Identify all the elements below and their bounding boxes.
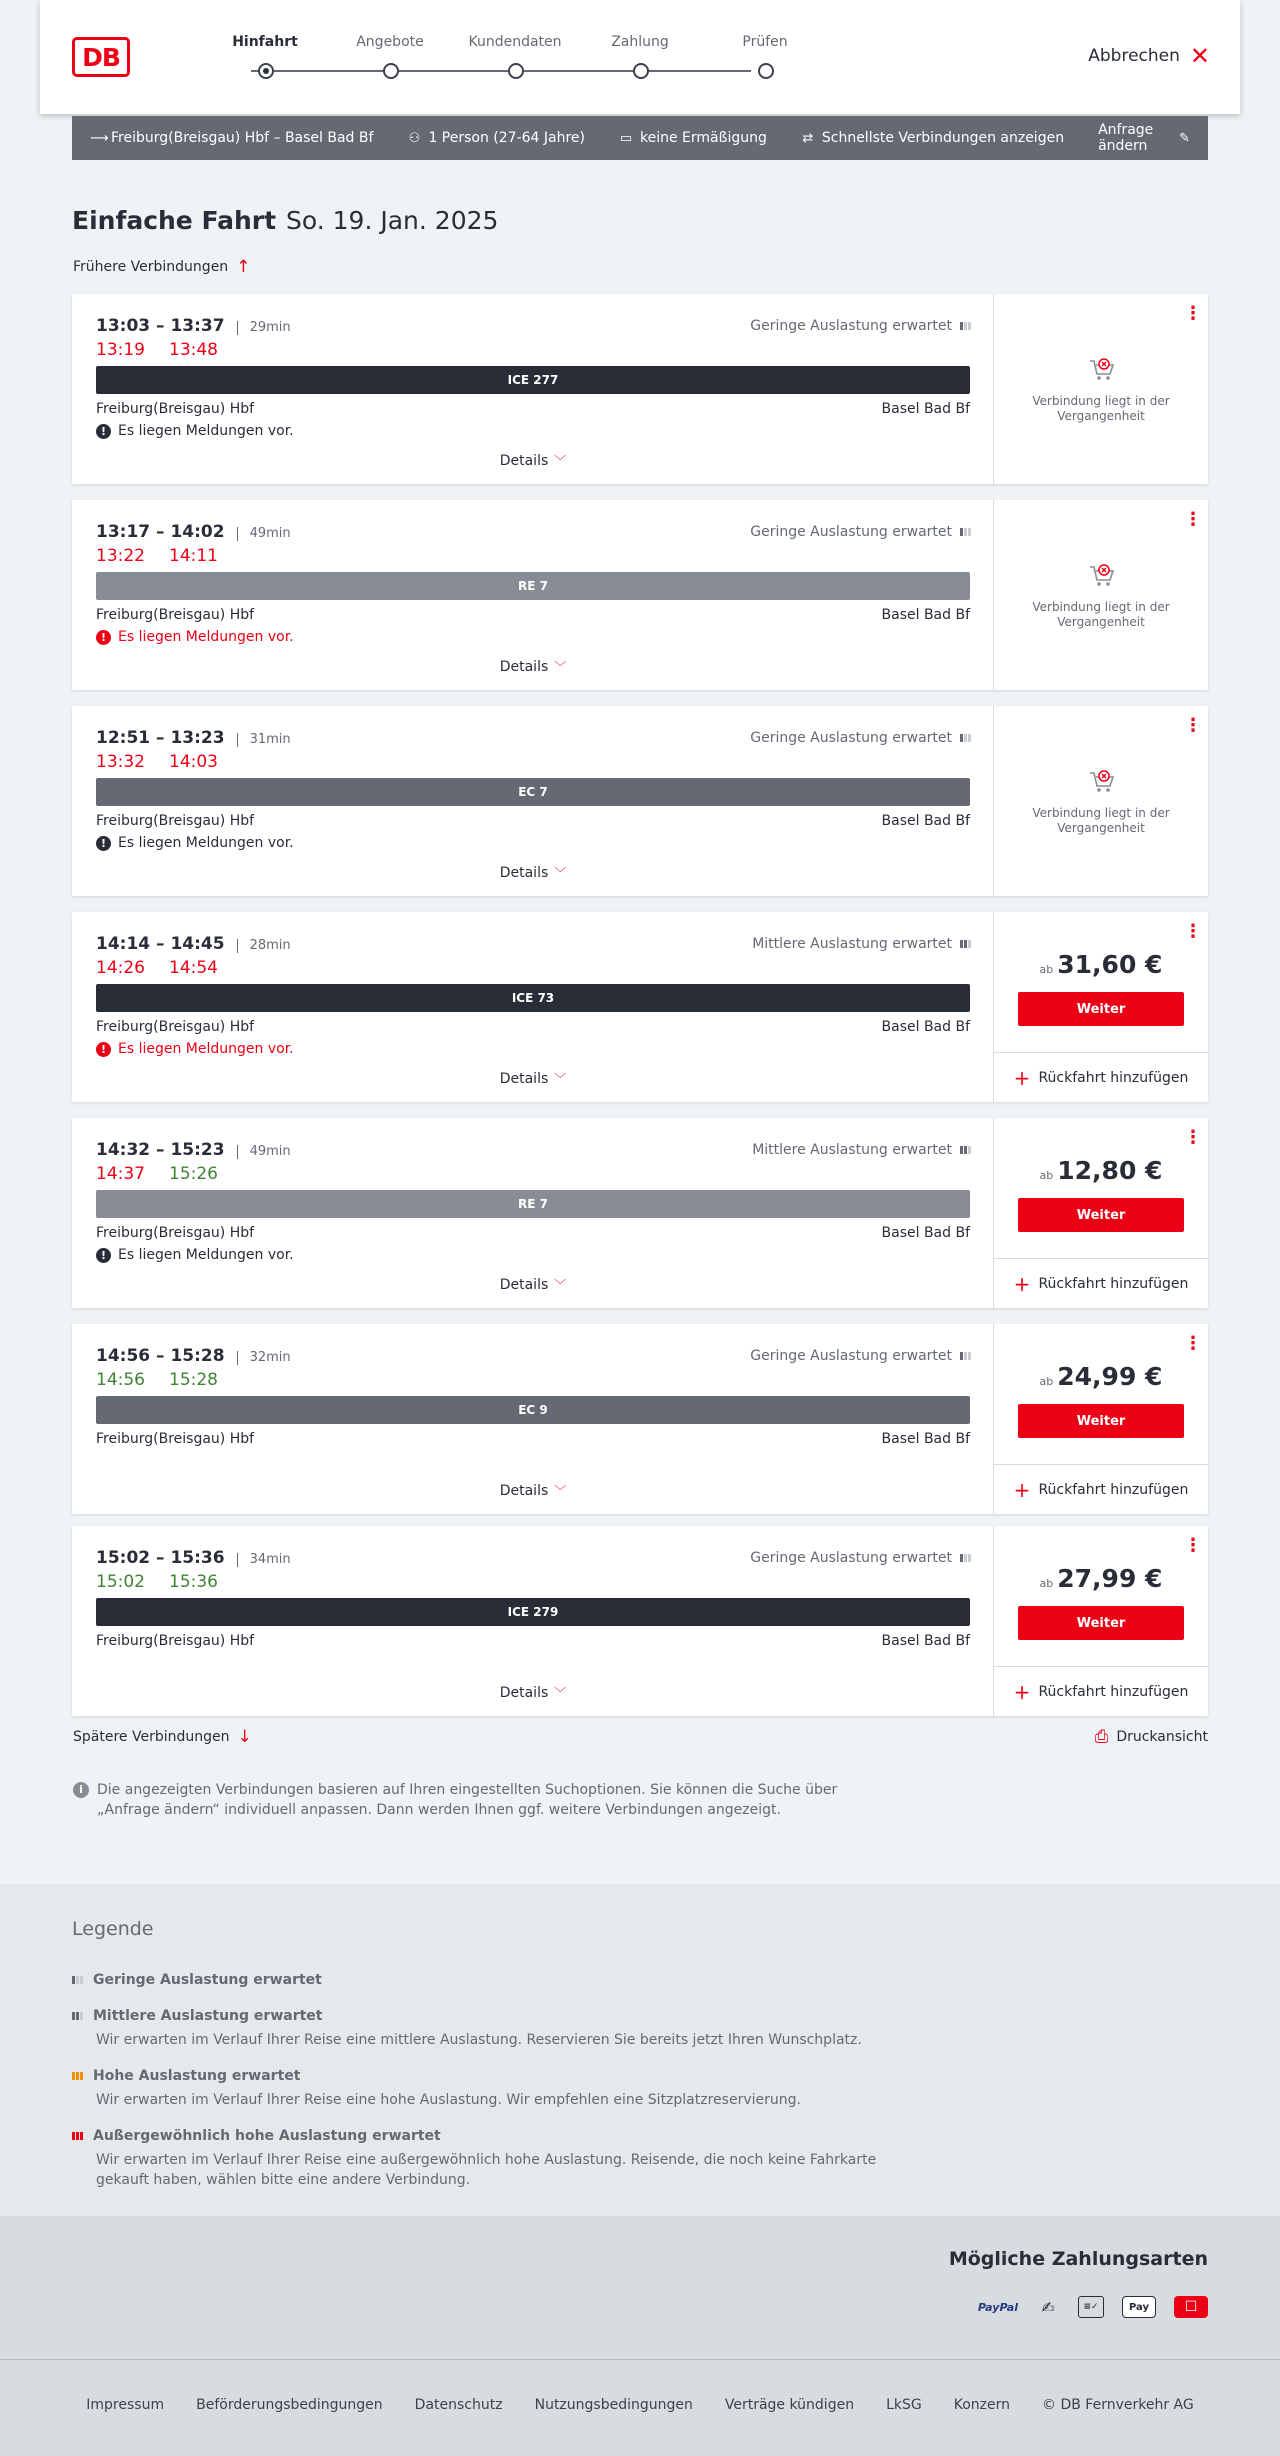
chevron-down-icon: ﹀ [554,454,567,468]
legend-item-high [72,2068,892,2110]
realtime-arrival: 15:36 [169,1572,218,1592]
duration: 29min [237,321,291,335]
connection-offer [994,1118,1208,1308]
step-pruefen [710,34,820,54]
price-prefix: ab [1039,1169,1054,1182]
progress-stepper [210,34,788,84]
cancel-button[interactable] [1088,42,1210,70]
stations-row [96,1225,970,1241]
return-label: Rückfahrt hinzufügen [1038,1481,1189,1498]
realtime-times [96,1370,218,1390]
occupancy-text: Geringe Auslastung erwartet [750,318,952,334]
alert-icon: ! [96,836,111,851]
occupancy-icon [960,940,971,948]
departure-station: Freiburg(Breisgau) Hbf [96,1225,255,1241]
summary-fastest[interactable] [801,130,1064,146]
price-value: 27,99 € [1057,1564,1163,1593]
payment-section [0,2216,1280,2360]
cart-unavailable-icon [1087,768,1115,796]
footer-link[interactable]: Konzern [953,2397,1011,2413]
cancel-label: Abbrechen [1088,46,1180,66]
details-label: Details [499,1483,549,1499]
scheduled-time: 14:56 – 15:28 [96,1346,225,1366]
train-bar[interactable]: ICE 277 [96,366,970,394]
connection-card[interactable] [72,1118,1208,1308]
cart-unavailable-icon [1087,562,1115,590]
connection-times [96,1346,291,1366]
past-text: Verbindung liegt in der Vergangenheit [1032,600,1170,629]
arrival-station: Basel Bad Bf [881,1431,970,1447]
connection-offer [994,1526,1208,1716]
earlier-label: Frühere Verbindungen [73,259,229,275]
price-prefix: ab [1039,1375,1054,1388]
past-connection-info [994,562,1208,630]
train-bar[interactable]: RE 7 [96,572,970,600]
notice-text: Es liegen Meldungen vor. [118,423,294,439]
cart-unavailable-icon [1087,356,1115,384]
connection-main [72,912,994,1102]
legend-item-very-high [72,2128,892,2190]
connection-offer [994,912,1208,1102]
chevron-down-icon: ﹀ [554,866,567,880]
info-text: Die angezeigten Verbindungen basieren auf Ihren eingestellten Suchoptionen. Sie können die Suche über „Anfrage ändern“ individuell anpassen. Dann werden Ihnen ggf. weitere Verbindungen angezeigt. [97,1782,838,1818]
continue-button[interactable]: Weiter [1018,1198,1184,1232]
stepper-line [251,70,751,72]
realtime-times [96,752,218,772]
scheduled-time: 14:14 – 14:45 [96,934,225,954]
notice-text: Es liegen Meldungen vor. [118,1247,294,1263]
realtime-departure: 13:19 [96,340,145,360]
summary-persons [407,130,585,146]
route-text: Freiburg(Breisgau) Hbf – Basel Bad Bf [111,130,374,146]
connection-main [72,1324,994,1514]
departure-station: Freiburg(Breisgau) Hbf [96,401,255,417]
more-options-icon[interactable]: ⋮ [1184,1127,1202,1148]
departure-station: Freiburg(Breisgau) Hbf [96,1431,255,1447]
price-value: 31,60 € [1057,950,1163,979]
legend-item-desc: Wir erwarten im Verlauf Ihrer Reise eine außergewöhnlich hohe Auslastung. Reisende, die noch keine Fahrkarte gekauft haben, wählen bitte eine andere Verbindung. [96,2152,877,2188]
return-label: Rückfahrt hinzufügen [1038,1683,1189,1700]
connection-main [72,706,994,896]
return-label: Rückfahrt hinzufügen [1038,1069,1189,1086]
occupancy-text: Geringe Auslastung erwartet [750,524,952,540]
legend-section [0,1884,1280,2216]
add-return-button[interactable] [994,1666,1208,1716]
arrow-down-icon: ↓ [237,1727,252,1747]
occupancy-icon [960,1352,971,1360]
high-occupancy-icon [72,2072,83,2080]
plus-icon: + [1013,1477,1031,1502]
medium-occupancy-icon [72,2012,83,2020]
chevron-down-icon: ﹀ [554,1278,567,1292]
stations-row [96,1019,970,1035]
add-return-button[interactable] [994,1464,1208,1514]
stations-row [96,401,970,417]
low-occupancy-icon [72,1976,83,1984]
print-view-link[interactable] [1095,1727,1208,1747]
occupancy-text: Geringe Auslastung erwartet [750,1550,952,1566]
connection-times [96,1140,291,1160]
return-label: Rückfahrt hinzufügen [1038,1275,1189,1292]
notice [96,1041,294,1057]
price [994,1362,1208,1391]
notice-text: Es liegen Meldungen vor. [118,835,294,851]
occupancy-icon [960,322,971,330]
connection-times [96,522,291,542]
realtime-departure: 13:32 [96,752,145,772]
arrival-station: Basel Bad Bf [881,813,970,829]
realtime-departure: 14:37 [96,1164,145,1184]
scheduled-time: 14:32 – 15:23 [96,1140,225,1160]
connection-main [72,1118,994,1308]
occupancy-icon [960,1146,971,1154]
info-icon: i [73,1782,89,1798]
step-dot [633,63,649,79]
departure-station: Freiburg(Breisgau) Hbf [96,813,255,829]
persons-text: 1 Person (27-64 Jahre) [428,130,585,146]
edit-label: Anfrage ändern [1098,122,1154,154]
duration: 49min [237,1145,291,1159]
step-label: Zahlung [611,34,669,50]
arrival-station: Basel Bad Bf [881,401,970,417]
alert-icon: ! [96,1248,111,1263]
occupancy-info [750,1348,971,1364]
notice [96,835,294,851]
occupancy-text: Mittlere Auslastung erwartet [752,936,952,952]
step-dot [383,63,399,79]
realtime-arrival: 14:11 [169,546,218,566]
connection-times [96,316,291,336]
step-angebote [335,34,445,54]
connection-card[interactable] [72,500,1208,690]
details-label: Details [499,453,549,469]
connection-card[interactable] [72,706,1208,896]
pencil-icon: ✎ [1179,130,1190,146]
db-logo[interactable]: DB [72,37,130,77]
legend-item-medium [72,2008,892,2050]
connection-card[interactable] [72,1526,1208,1716]
arrival-station: Basel Bad Bf [881,1019,970,1035]
chevron-down-icon: ﹀ [554,660,567,674]
plus-icon: + [1013,1271,1031,1296]
db-card-logo: ☐ [1174,2296,1208,2318]
add-return-button[interactable] [994,1258,1208,1308]
price-prefix: ab [1039,1577,1054,1590]
more-options-icon[interactable]: ⋮ [1184,1535,1202,1556]
step-label: Angebote [356,34,424,50]
legend-item-title-row [72,2068,892,2084]
connection-offer [994,294,1208,484]
occupancy-icon [960,528,971,536]
legend-item-title-row [72,2008,892,2024]
edit-request-button[interactable] [1098,122,1190,154]
connection-card[interactable] [72,1324,1208,1514]
notice [96,1247,294,1263]
details-toggle[interactable] [72,1482,994,1499]
details-toggle[interactable] [72,1684,994,1701]
legend-item-title: Mittlere Auslastung erwartet [93,2008,323,2024]
footer-link[interactable]: Datenschutz [414,2397,503,2413]
invoice-icon: ≡✓ [1078,2296,1104,2318]
realtime-arrival: 15:26 [169,1164,218,1184]
train-bar[interactable]: EC 9 [96,1396,970,1424]
stations-row [96,607,970,623]
notice-text: Es liegen Meldungen vor. [118,1041,294,1057]
connection-offer [994,500,1208,690]
duration: 49min [237,527,291,541]
more-options-icon[interactable]: ⋮ [1184,921,1202,942]
very-high-occupancy-icon [72,2132,83,2140]
connection-times [96,728,291,748]
footer-link[interactable]: Verträge kündigen [724,2397,855,2413]
realtime-times [96,340,218,360]
details-toggle[interactable] [72,864,994,881]
connection-times [96,934,291,954]
occupancy-text: Mittlere Auslastung erwartet [752,1142,952,1158]
connection-offer [994,1324,1208,1514]
legend-item-desc: Wir erwarten im Verlauf Ihrer Reise eine hohe Auslastung. Wir empfehlen eine Sitzplatzreservierung. [96,2092,801,2108]
add-return-button[interactable] [994,1052,1208,1102]
realtime-departure: 15:02 [96,1572,145,1592]
printer-icon: ⎙ [1094,1727,1109,1747]
past-connection-info [994,356,1208,424]
step-label: Prüfen [742,34,788,50]
details-label: Details [499,1685,549,1701]
occupancy-info [750,524,971,540]
step-dot [258,63,274,79]
notice [96,423,294,439]
apple-pay-logo: Pay [1122,2296,1156,2318]
paypal-logo: PayPal [977,2300,1018,2314]
stations-row [96,1633,970,1649]
realtime-times [96,1164,218,1184]
connection-times [96,1548,291,1568]
notice-text: Es liegen Meldungen vor. [118,629,294,645]
notice [96,629,294,645]
payment-logos [978,2296,1208,2318]
fastest-text: Schnellste Verbindungen anzeigen [821,130,1065,146]
realtime-times [96,958,218,978]
legend-item-low [72,1972,892,1988]
alert-icon: ! [96,630,111,645]
duration: 28min [237,939,291,953]
realtime-departure: 14:56 [96,1370,145,1390]
more-options-icon[interactable]: ⋮ [1184,1333,1202,1354]
discount-text: keine Ermäßigung [640,130,767,146]
train-bar[interactable]: ICE 73 [96,984,970,1012]
legend-item-title: Geringe Auslastung erwartet [93,1972,322,1988]
price [994,1156,1208,1185]
continue-button[interactable]: Weiter [1018,1404,1184,1438]
scheduled-time: 13:03 – 13:37 [96,316,225,336]
connection-offer [994,706,1208,896]
later-label: Spätere Verbindungen [73,1729,230,1745]
details-label: Details [499,659,549,675]
price-prefix: ab [1039,963,1054,976]
stations-row [96,813,970,829]
footer [0,2360,1280,2456]
step-label: Hinfahrt [232,34,298,50]
train-bar[interactable]: RE 7 [96,1190,970,1218]
arrow-up-icon: ↑ [236,257,251,277]
scheduled-time: 13:17 – 14:02 [96,522,225,542]
legend-item-title: Außergewöhnlich hohe Auslastung erwartet [93,2128,441,2144]
step-hinfahrt [210,34,320,54]
continue-button[interactable]: Weiter [1018,992,1184,1026]
alert-icon: ! [96,424,111,439]
arrival-station: Basel Bad Bf [881,1225,970,1241]
step-zahlung [585,34,695,54]
occupancy-icon [960,1554,971,1562]
realtime-departure: 13:22 [96,546,145,566]
details-toggle[interactable] [72,658,994,675]
realtime-arrival: 14:54 [169,958,218,978]
step-dot [508,63,524,79]
duration: 34min [237,1553,291,1567]
chevron-down-icon: ﹀ [554,1686,567,1700]
details-label: Details [499,865,549,881]
occupancy-icon [960,734,971,742]
occupancy-text: Geringe Auslastung erwartet [750,1348,952,1364]
scheduled-time: 15:02 – 15:36 [96,1548,225,1568]
footer-link[interactable]: Beförderungsbedingungen [196,2397,383,2413]
departure-station: Freiburg(Breisgau) Hbf [96,1019,255,1035]
trip-type: Einfache Fahrt [72,206,277,235]
occupancy-info [752,936,971,952]
header [40,0,1240,114]
legend-title: Legende [72,1918,154,1940]
footer-links [0,2397,1280,2413]
stations-row [96,1431,970,1447]
close-icon: ✕ [1189,42,1210,70]
legend-item-title-row [72,1972,892,1988]
realtime-departure: 14:26 [96,958,145,978]
occupancy-info [750,730,971,746]
departure-station: Freiburg(Breisgau) Hbf [96,607,255,623]
step-kundendaten [460,34,570,54]
sliders-icon: ⇄ [802,130,814,146]
connection-card[interactable] [72,912,1208,1102]
occupancy-text: Geringe Auslastung erwartet [750,730,952,746]
direct-debit-icon: ✍ [1041,2297,1055,2317]
earlier-connections-link[interactable] [73,257,250,277]
details-toggle[interactable] [72,1070,994,1087]
legend-item-title-row [72,2128,892,2144]
footer-link[interactable]: Impressum [86,2397,165,2413]
alert-icon: ! [96,1042,111,1057]
legend-item-desc: Wir erwarten im Verlauf Ihrer Reise eine mittlere Auslastung. Reservieren Sie bereits jetzt Ihren Wunschplatz. [96,2032,862,2048]
details-label: Details [499,1277,549,1293]
realtime-times [96,1572,218,1592]
realtime-times [96,546,218,566]
train-bar[interactable]: ICE 279 [96,1598,970,1626]
step-dot [758,63,774,79]
more-options-icon[interactable]: ⋮ [1184,509,1202,530]
page-title [72,206,498,235]
print-label: Druckansicht [1116,1729,1208,1745]
trip-date: So. 19. Jan. 2025 [286,206,499,235]
footer-link[interactable]: © DB Fernverkehr AG [1042,2397,1194,2413]
price-value: 24,99 € [1057,1362,1163,1391]
arrival-station: Basel Bad Bf [881,1633,970,1649]
connection-main [72,294,994,484]
past-text: Verbindung liegt in der Vergangenheit [1032,394,1170,423]
past-text: Verbindung liegt in der Vergangenheit [1032,806,1170,835]
continue-button[interactable]: Weiter [1018,1606,1184,1640]
departure-station: Freiburg(Breisgau) Hbf [96,1633,255,1649]
duration: 32min [237,1351,291,1365]
past-connection-info [994,768,1208,836]
occupancy-info [752,1142,971,1158]
summary-route [90,130,373,146]
more-options-icon[interactable]: ⋮ [1184,303,1202,324]
more-options-icon[interactable]: ⋮ [1184,715,1202,736]
card-icon: ▭ [619,130,633,146]
details-toggle[interactable] [72,1276,994,1293]
price-value: 12,80 € [1057,1156,1163,1185]
occupancy-info [750,1550,971,1566]
duration: 31min [237,733,291,747]
chevron-down-icon: ﹀ [554,1484,567,1498]
search-summary-bar [72,116,1208,160]
connection-main [72,1526,994,1716]
train-bar[interactable]: EC 7 [96,778,970,806]
occupancy-info [750,318,971,334]
price [994,950,1208,979]
details-label: Details [499,1071,549,1087]
plus-icon: + [1013,1065,1031,1090]
later-connections-link[interactable] [73,1727,252,1747]
summary-discount [619,130,767,146]
connection-card[interactable] [72,294,1208,484]
arrival-station: Basel Bad Bf [881,607,970,623]
details-toggle[interactable] [72,452,994,469]
legend-item-title: Hohe Auslastung erwartet [93,2068,301,2084]
person-icon: ⚇ [408,130,421,146]
footer-link[interactable]: Nutzungsbedingungen [534,2397,693,2413]
info-note [73,1780,853,1820]
step-label: Kundendaten [468,34,562,50]
payment-title: Mögliche Zahlungsarten [948,2248,1208,2270]
plus-icon: + [1013,1679,1031,1704]
realtime-arrival: 14:03 [169,752,218,772]
scheduled-time: 12:51 – 13:23 [96,728,225,748]
chevron-down-icon: ﹀ [554,1072,567,1086]
connection-main [72,500,994,690]
price [994,1564,1208,1593]
realtime-arrival: 15:28 [169,1370,218,1390]
realtime-arrival: 13:48 [169,340,218,360]
arrow-right-icon: ⟶ [90,130,109,146]
footer-link[interactable]: LkSG [886,2397,922,2413]
